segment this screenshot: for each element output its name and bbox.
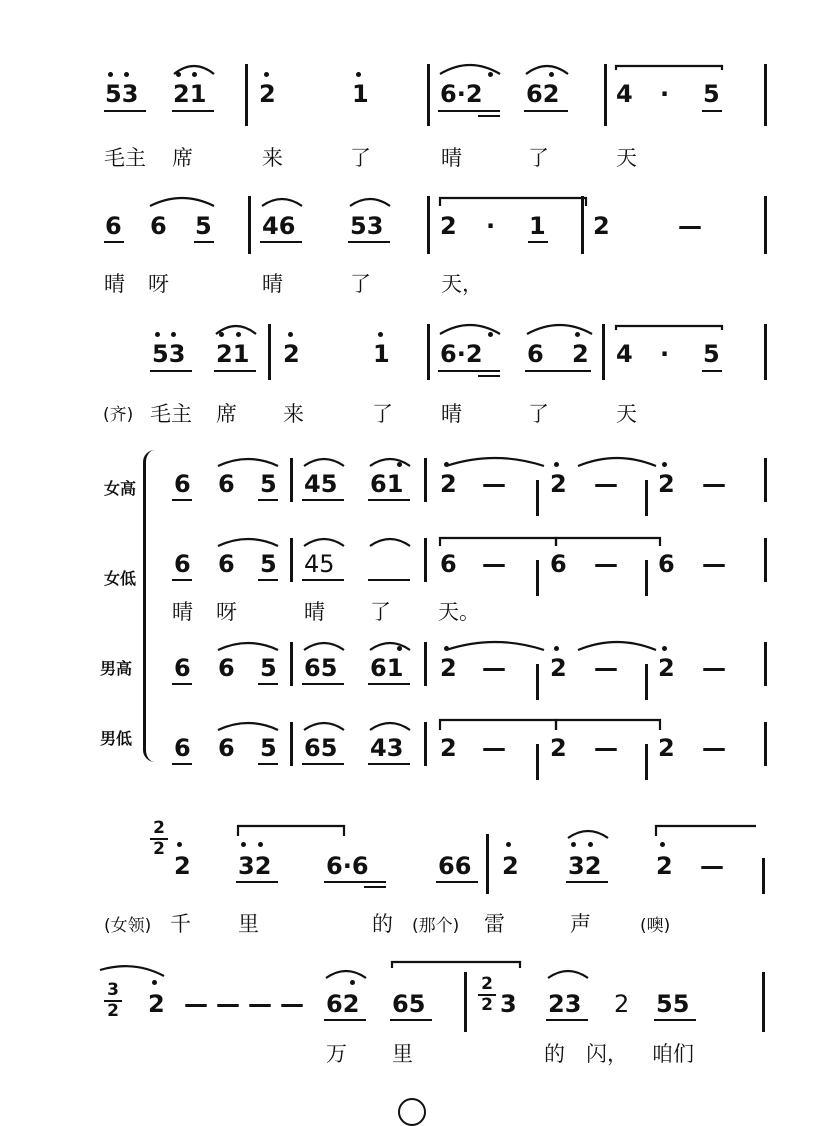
note: 6·6 xyxy=(326,852,369,880)
note: — xyxy=(482,734,506,762)
note: 43 xyxy=(370,734,404,762)
lyric: 万 xyxy=(326,1042,347,1066)
note: 1 xyxy=(352,80,369,108)
note: 6 xyxy=(550,550,567,578)
lyric: 了 xyxy=(528,146,549,170)
lyric: 了 xyxy=(350,146,371,170)
note: 3 xyxy=(500,990,517,1018)
lyric: 呀 xyxy=(216,600,237,624)
note: 4 xyxy=(616,80,633,108)
time-signature: 2 2 xyxy=(150,820,168,858)
note: · xyxy=(660,340,670,368)
note: 2 xyxy=(656,852,673,880)
voice-label: 男高 xyxy=(100,659,133,678)
note: 6 xyxy=(527,340,544,368)
note: — xyxy=(702,654,726,682)
note: — xyxy=(482,654,506,682)
lyric: 晴 xyxy=(172,600,193,624)
lyric: 了 xyxy=(370,600,391,624)
note: 4 xyxy=(616,340,633,368)
lyric: 天 xyxy=(616,146,637,170)
note: — xyxy=(702,550,726,578)
note: — xyxy=(702,470,726,498)
lyric: (噢) xyxy=(640,916,671,936)
note: 5 xyxy=(703,80,720,108)
note: 2 xyxy=(440,654,457,682)
note: — xyxy=(702,734,726,762)
note: — xyxy=(482,470,506,498)
note: — xyxy=(184,990,208,1018)
note: 2 xyxy=(283,340,300,368)
lyric: 天。 xyxy=(438,600,480,624)
note: 2 xyxy=(502,852,519,880)
note: 5 xyxy=(260,470,277,498)
note: 66 xyxy=(438,852,472,880)
note: 21 xyxy=(173,80,207,108)
voice-label: 女低 xyxy=(104,569,137,588)
note: — xyxy=(594,734,618,762)
lyric: 雷 xyxy=(484,912,505,936)
lyric: 毛主 xyxy=(150,402,192,426)
lyric: 晴 xyxy=(104,272,125,296)
lyric: 呀 xyxy=(148,272,169,296)
lyric: 晴 xyxy=(304,600,325,624)
note: 61 xyxy=(370,654,404,682)
note: 2 xyxy=(174,852,191,880)
note: 2 xyxy=(550,654,567,682)
time-signature: 3 2 xyxy=(104,982,122,1020)
lyric: 了 xyxy=(350,272,371,296)
note: 2 xyxy=(572,340,589,368)
note: 62 xyxy=(526,80,560,108)
note: 2 xyxy=(148,990,165,1018)
note: — xyxy=(594,470,618,498)
note: — xyxy=(700,852,724,880)
note: 6 xyxy=(174,550,191,578)
note: 2 xyxy=(440,734,457,762)
note: 6 xyxy=(218,550,235,578)
note: 6 xyxy=(174,734,191,762)
note: — xyxy=(280,990,304,1018)
note: 61 xyxy=(370,470,404,498)
lyric: 天 xyxy=(616,402,637,426)
note: 5 xyxy=(260,550,277,578)
note: 6 xyxy=(658,550,675,578)
note: 6 xyxy=(218,654,235,682)
lyric: 晴 xyxy=(262,272,283,296)
note: 5 xyxy=(195,212,212,240)
note: 2 xyxy=(550,734,567,762)
note: — xyxy=(594,654,618,682)
note: — xyxy=(216,990,240,1018)
note: 5 xyxy=(260,734,277,762)
note: 32 xyxy=(238,852,272,880)
note: 55 xyxy=(656,990,690,1018)
note: 6 xyxy=(174,654,191,682)
time-signature: 2 2 xyxy=(478,976,496,1014)
lyric: 晴 xyxy=(441,402,462,426)
note: 6 xyxy=(440,550,457,578)
note: 2 xyxy=(658,654,675,682)
note: 2 xyxy=(259,80,276,108)
lyric: 晴 xyxy=(441,146,462,170)
note: 6·2 xyxy=(440,340,483,368)
note: 1 xyxy=(529,212,546,240)
note: 53 xyxy=(152,340,186,368)
note: 65 xyxy=(392,990,426,1018)
lyric: 的 xyxy=(372,912,393,936)
lyric: (女领) xyxy=(104,916,152,936)
note: 65 xyxy=(304,654,338,682)
note: — xyxy=(594,550,618,578)
lyric: 了 xyxy=(528,402,549,426)
note: 2 xyxy=(440,212,457,240)
note: 6 xyxy=(174,470,191,498)
voice-label: 男低 xyxy=(100,729,133,748)
lyric: 声 xyxy=(570,912,591,936)
note: 65 xyxy=(304,734,338,762)
lyric: 毛主 xyxy=(104,146,146,170)
note: 45 xyxy=(304,470,338,498)
note: 2 xyxy=(658,734,675,762)
note: 6 xyxy=(218,470,235,498)
lyric: (齐) xyxy=(103,405,134,425)
lyric: 来 xyxy=(283,402,304,426)
note: — xyxy=(678,212,702,240)
note: 1 xyxy=(373,340,390,368)
note: 6 xyxy=(105,212,122,240)
lyric: 咱们 xyxy=(652,1042,694,1066)
lyric: 来 xyxy=(262,146,283,170)
note: 6 xyxy=(150,212,167,240)
note: — xyxy=(248,990,272,1018)
note: 6 xyxy=(218,734,235,762)
note: 2 xyxy=(550,470,567,498)
note: 21 xyxy=(216,340,250,368)
lyric: 千 xyxy=(170,912,191,936)
note: — xyxy=(482,550,506,578)
lyric: 席 xyxy=(216,402,237,426)
lyric: 的 xyxy=(544,1042,565,1066)
note: 5 xyxy=(703,340,720,368)
note: 2 xyxy=(440,470,457,498)
note: 23 xyxy=(548,990,582,1018)
note: 6·2 xyxy=(440,80,483,108)
note: 2 xyxy=(593,212,610,240)
note: · xyxy=(660,80,670,108)
note: 2 xyxy=(614,990,630,1018)
note: 45 xyxy=(304,550,335,578)
note: 53 xyxy=(105,80,139,108)
voice-label: 女高 xyxy=(104,479,137,498)
lyric: 闪， xyxy=(586,1042,628,1066)
lyric: (那个) xyxy=(412,916,460,936)
lyric: 里 xyxy=(392,1042,413,1066)
note: 32 xyxy=(568,852,602,880)
lyric: 席 xyxy=(172,146,193,170)
note: 62 xyxy=(326,990,360,1018)
lyric: 里 xyxy=(238,912,259,936)
note: · xyxy=(486,212,496,240)
lyric: 天， xyxy=(441,272,483,296)
note: 46 xyxy=(262,212,296,240)
note: 53 xyxy=(350,212,384,240)
note: 5 xyxy=(260,654,277,682)
lyric: 了 xyxy=(372,402,393,426)
note: 2 xyxy=(658,470,675,498)
